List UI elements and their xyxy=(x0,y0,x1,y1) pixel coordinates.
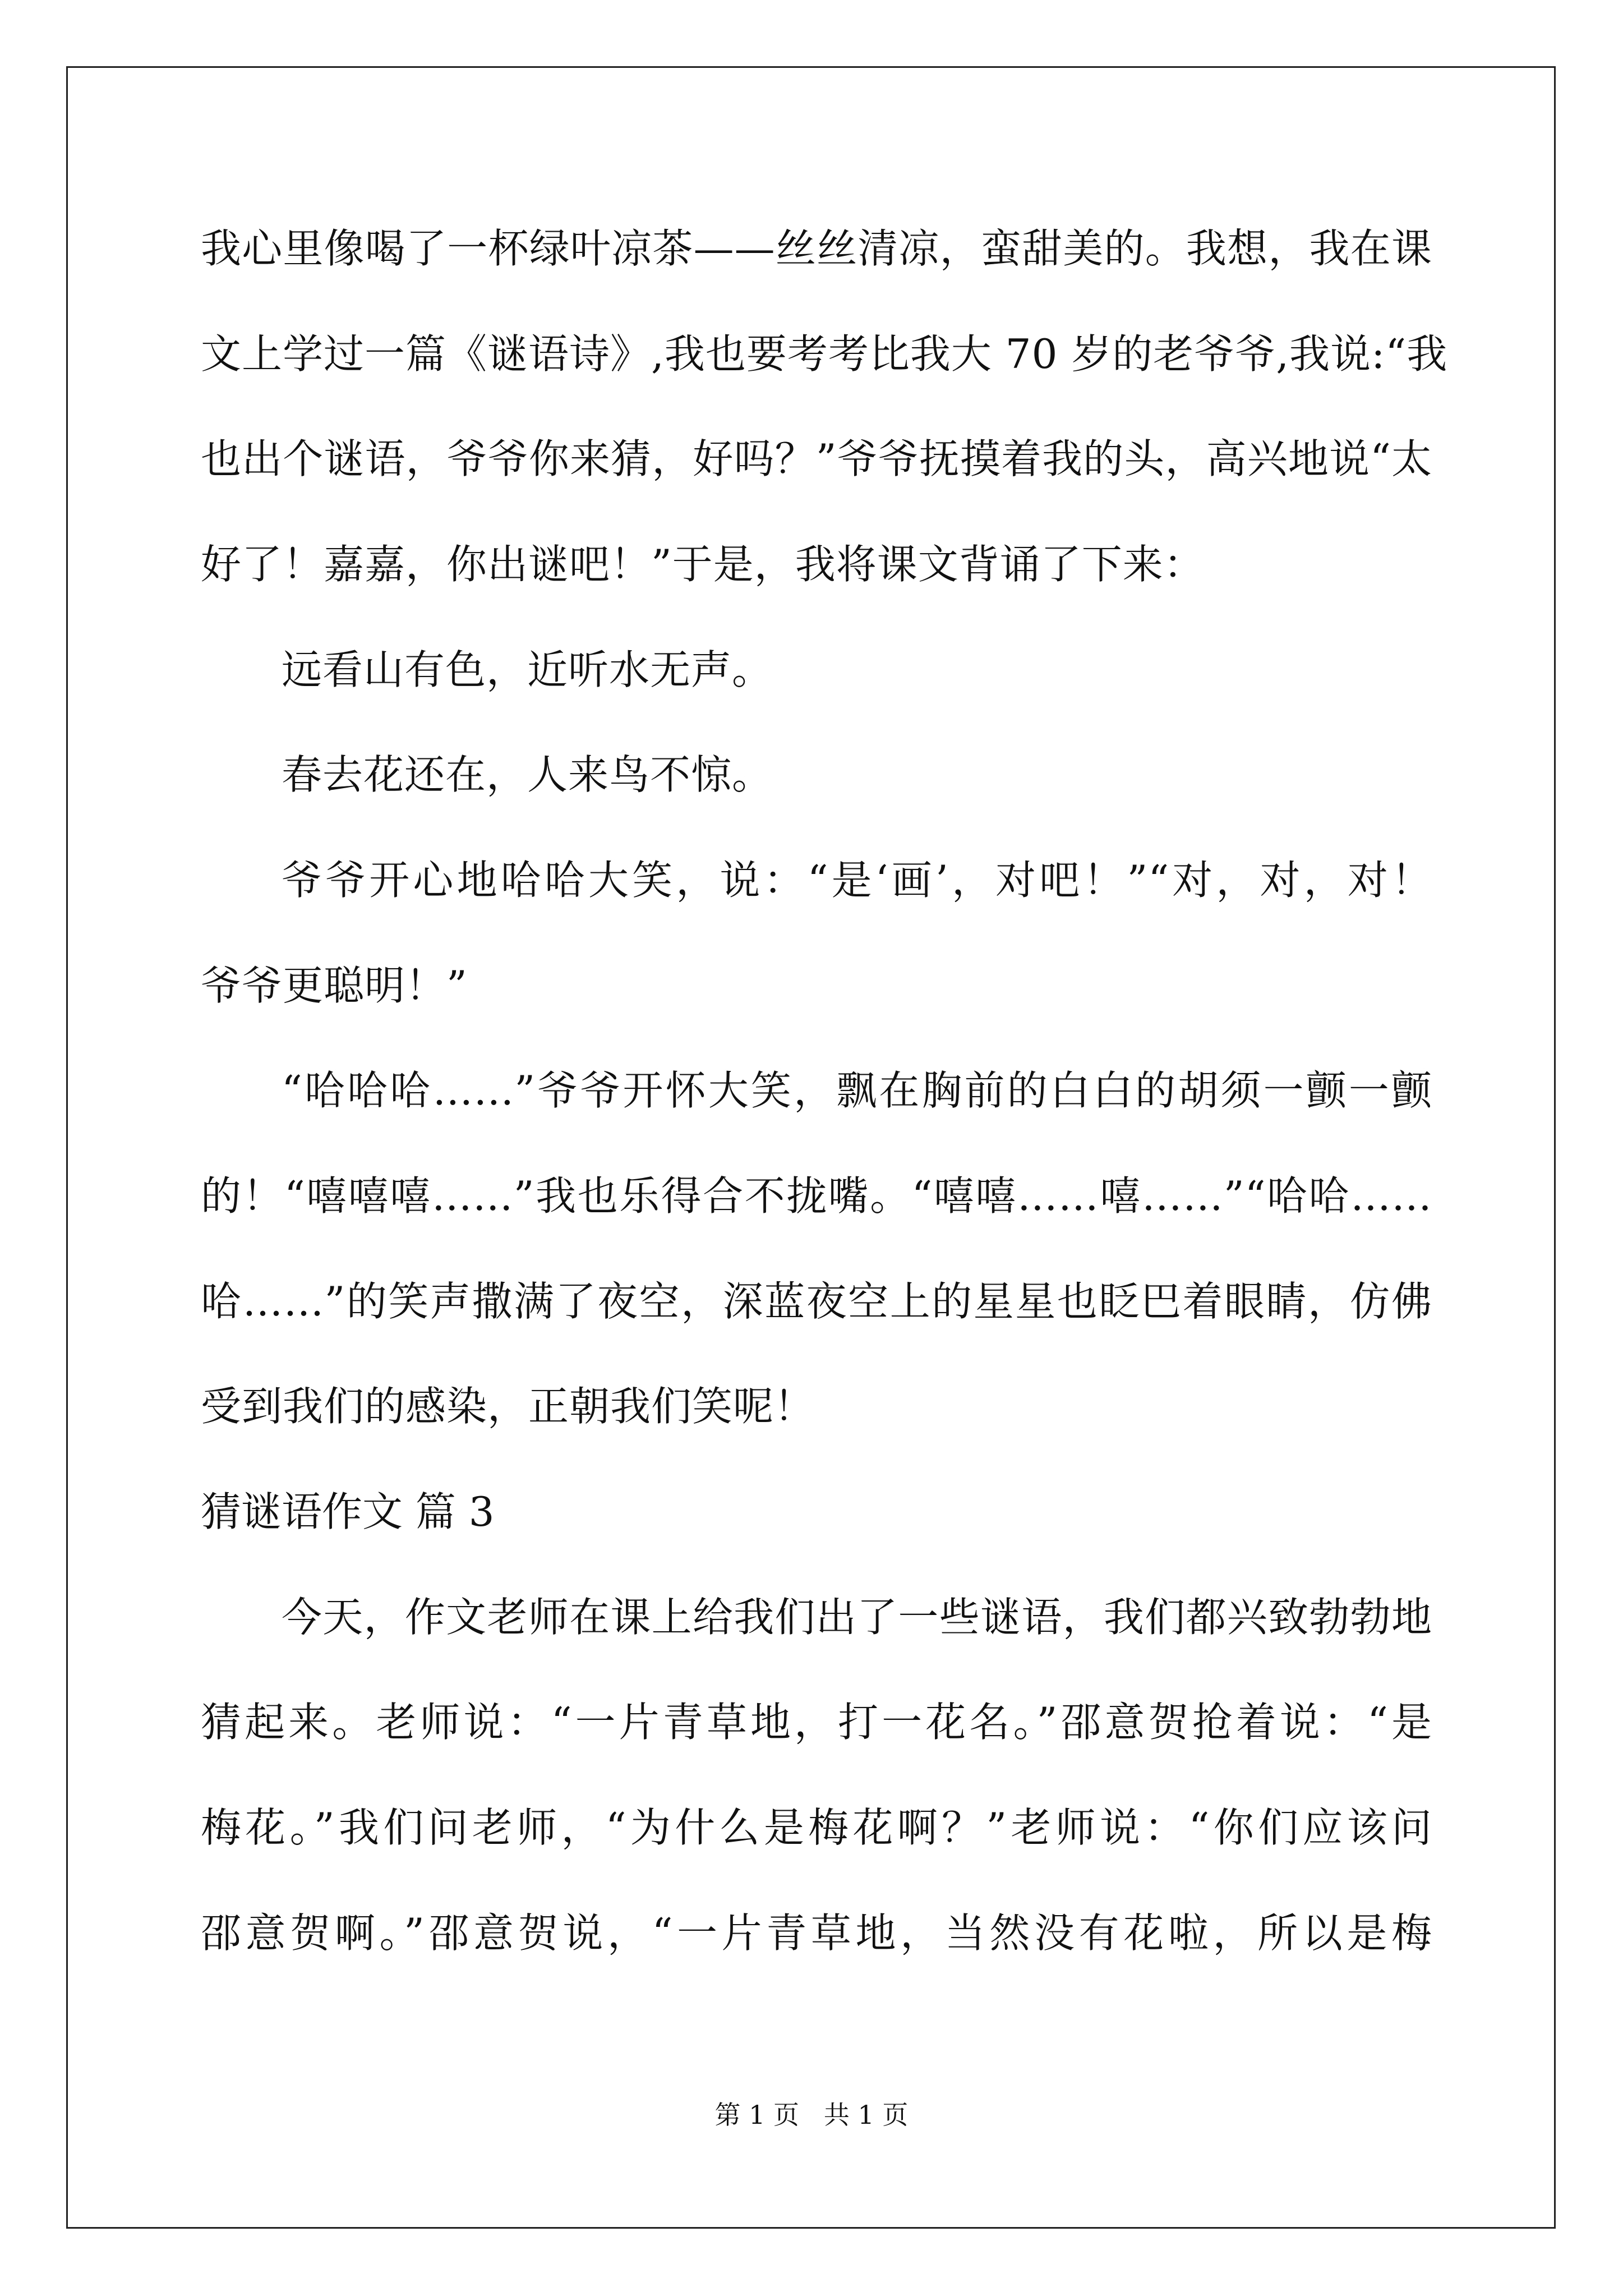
text-line: 邵意贺啊。”邵意贺说，“一片青草地，当然没有花啦，所以是梅 xyxy=(201,1910,1432,1957)
section-heading: 猜谜语作文 篇 3 xyxy=(201,1488,495,1535)
text-line: 梅花。”我们问老师，“为什么是梅花啊？”老师说：“你们应该问 xyxy=(201,1804,1432,1851)
poem-line: 春去花还在，人来鸟不惊。 xyxy=(282,751,773,798)
text-line: 我心里像喝了一杯绿叶凉茶——丝丝清凉，蛮甜美的。我想，我在课 xyxy=(201,225,1432,272)
text-line: 猜起来。老师说：“一片青草地，打一花名。”邵意贺抢着说：“是 xyxy=(201,1699,1432,1746)
poem-line: 远看山有色，近听水无声。 xyxy=(282,646,773,693)
text-line: “哈哈哈……”爷爷开怀大笑，飘在胸前的白白的胡须一颤一颤 xyxy=(282,1067,1432,1114)
text-line: 今天，作文老师在课上给我们出了一些谜语，我们都兴致勃勃地 xyxy=(282,1594,1432,1641)
page-number-footer: 第 1 页 共 1 页 xyxy=(714,2100,909,2130)
page-frame xyxy=(66,66,1556,2229)
text-line: 的！“嘻嘻嘻……”我也乐得合不拢嘴。“嘻嘻……嘻……”“哈哈…… xyxy=(201,1172,1432,1220)
text-line: 好了！嘉嘉，你出谜吧！”于是，我将课文背诵了下来： xyxy=(201,541,1205,588)
text-line: 也出个谜语，爷爷你来猜，好吗？”爷爷抚摸着我的头，高兴地说“太 xyxy=(201,435,1432,482)
text-line: 哈……”的笑声撒满了夜空，深蓝夜空上的星星也眨巴着眼睛，仿佛 xyxy=(201,1278,1432,1325)
text-line: 受到我们的感染，正朝我们笑呢！ xyxy=(201,1383,815,1430)
text-line: 爷爷开心地哈哈大笑，说：“是‘画’，对吧！”“对，对，对！ xyxy=(282,857,1432,904)
text-line: 文上学过一篇《谜语诗》,我也要考考比我大 70 岁的老爷爷,我说:“我 xyxy=(201,330,1448,378)
text-line: 爷爷更聪明！” xyxy=(201,962,468,1009)
